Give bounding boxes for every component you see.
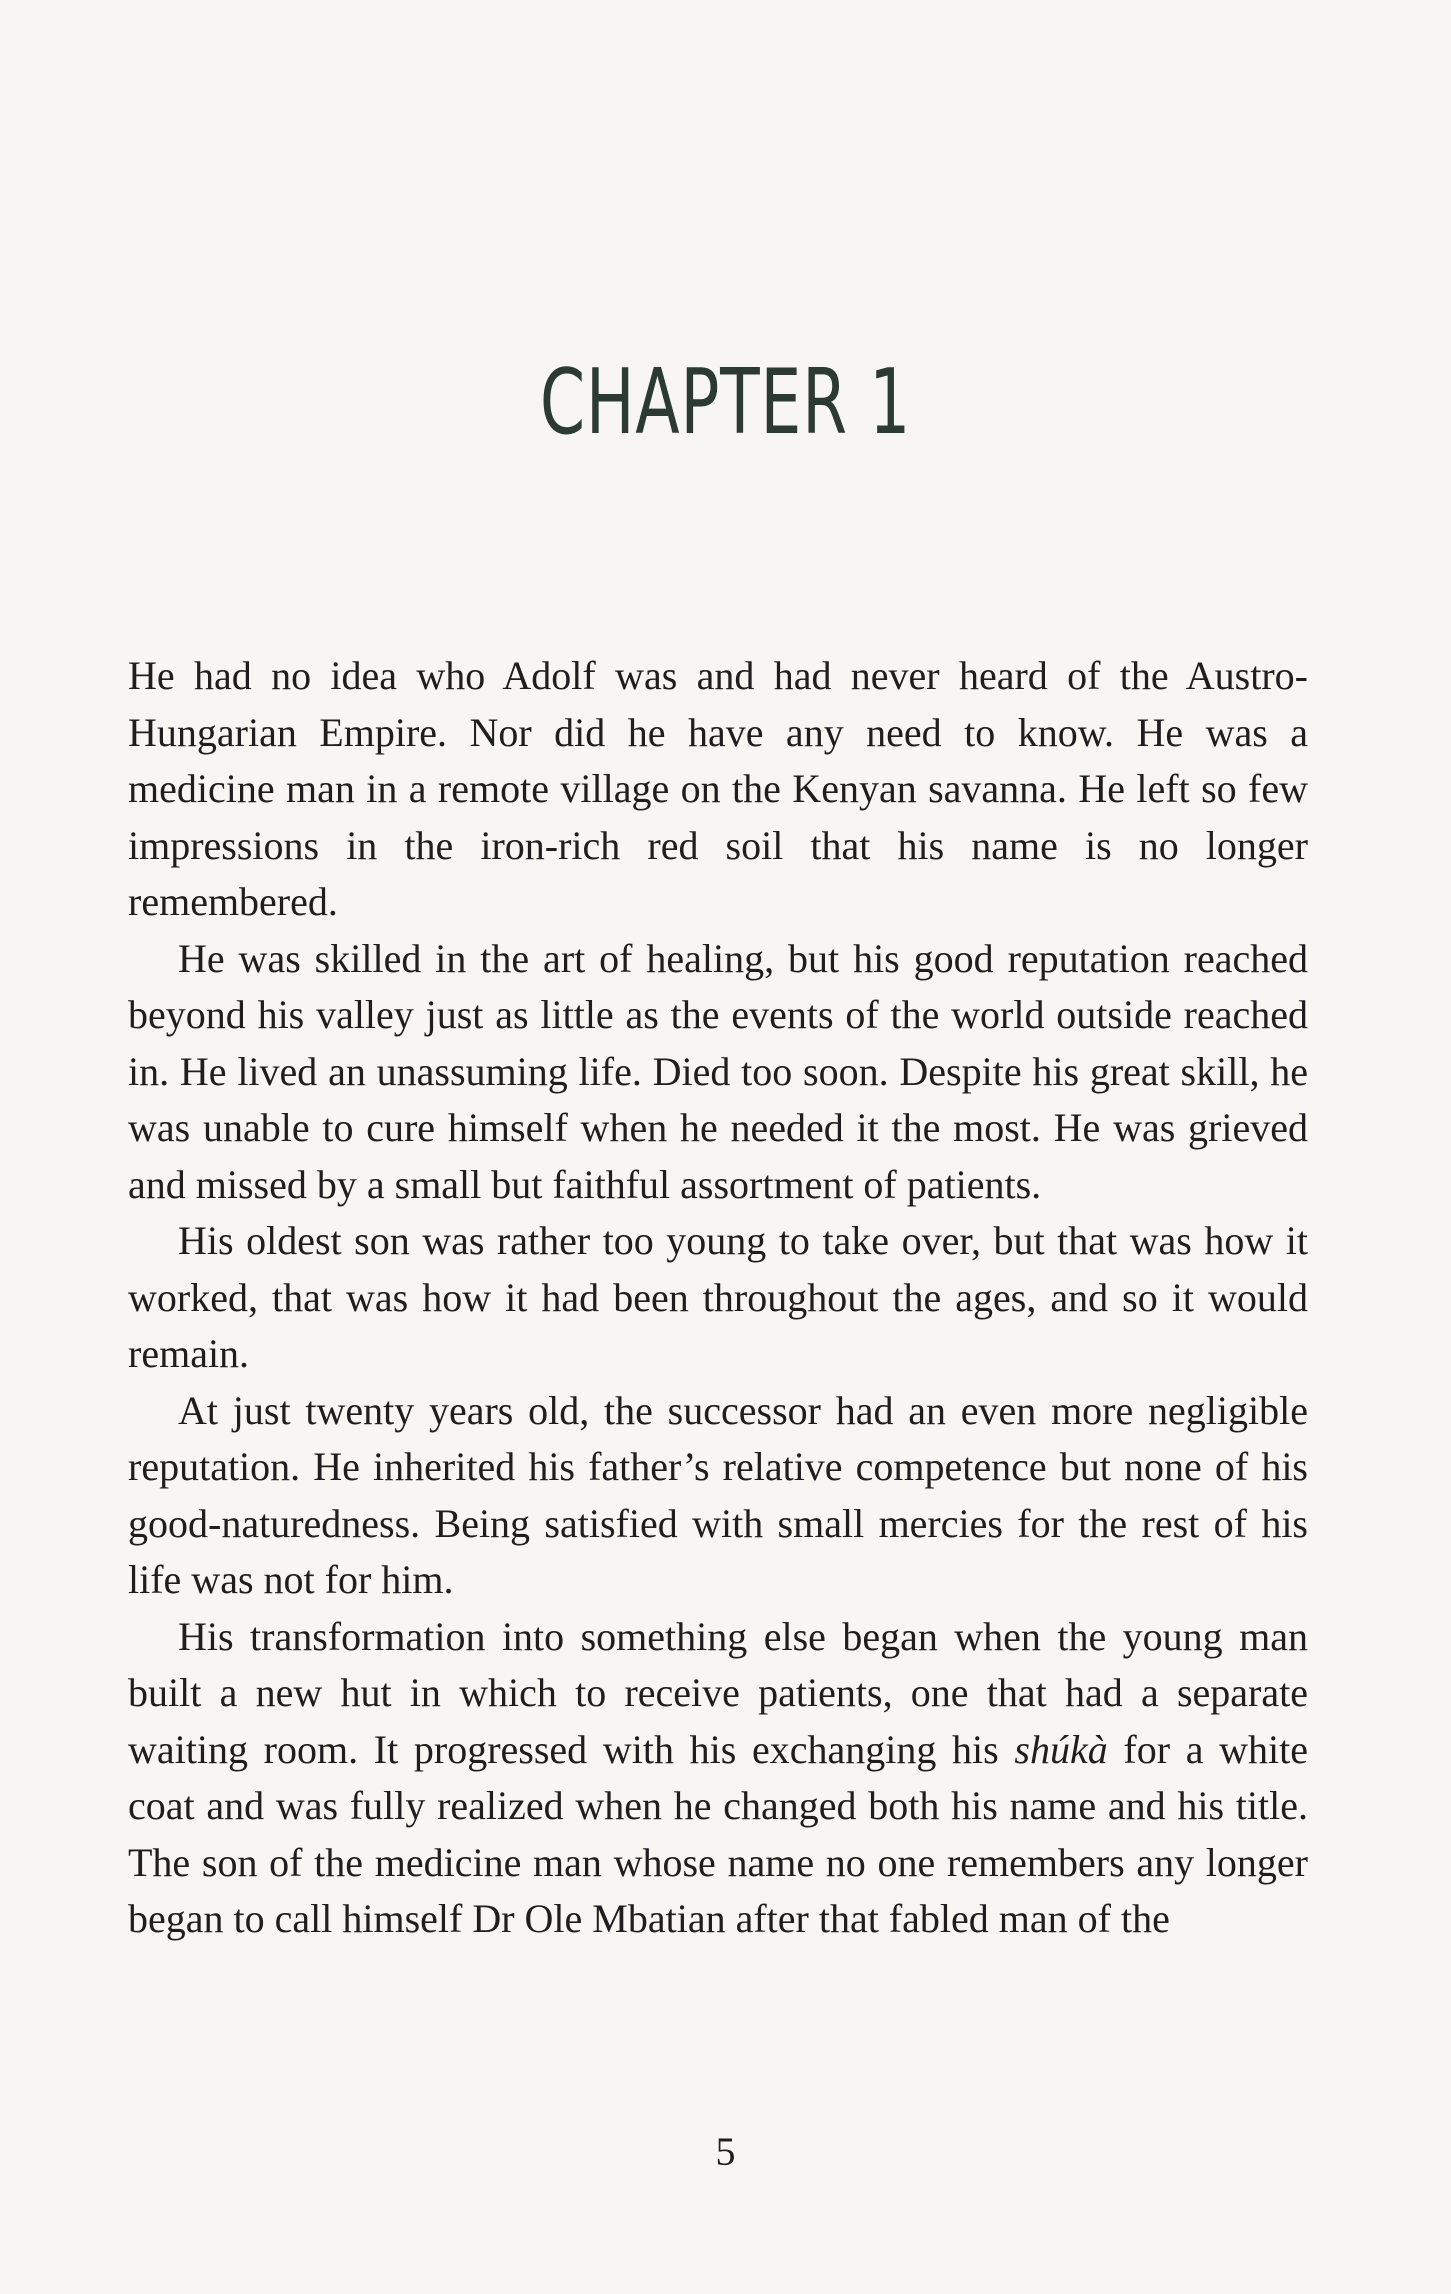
paragraph-1-text: He had no idea who Adolf was and had never heard of the Austro-Hungarian Empire. Nor did he have any need to know. He was a medicine man in a remote village on the Kenyan savanna. He left so few impressions in the iron-rich red soil that his name is no longer remembered.	[128, 653, 1308, 924]
page-number: 5	[715, 2129, 736, 2174]
paragraph-2	[128, 931, 1308, 1214]
chapter-title: CHAPTER 1	[539, 350, 912, 455]
paragraph-5-text-end: for a white coat and was fully realized when he changed both his name and his title. The son of the medicine man whose name no one remembers any longer began to call himself Dr Ole Mbatian after that fabled man of the	[128, 1726, 1308, 1941]
paragraph-5-text-start: His transformation into something else began when the young man built a new hut in which to receive patients, one that had a separate waiting room. It progressed with his exchanging his	[128, 1613, 1308, 1772]
paragraph-1	[128, 648, 1308, 931]
paragraph-5	[128, 1609, 1308, 1948]
chapter-body	[128, 648, 1308, 1948]
paragraph-4	[128, 1383, 1308, 1609]
paragraph-3-text: His oldest son was rather too young to take over, but that was how it worked, that was how it had been throughout the ages, and so it would remain.	[128, 1218, 1308, 1376]
paragraph-2-text: He was skilled in the art of healing, but his good reputation reached beyond his valley just as little as the events of the world outside reached in. He lived an unassuming life. Died too soon. Despite his great skill, he was unable to cure himself when he needed it the most. He was grieved and missed by a small but faithful assortment of patients.	[128, 935, 1308, 1207]
italic-word-shuka: shúkà	[1014, 1726, 1108, 1772]
paragraph-3	[128, 1213, 1308, 1383]
paragraph-4-text: At just twenty years old, the successor had an even more negligible reputation. He inherited his father’s relative competence but none of his good-naturedness. Being satisfied with small mercies for the rest of his life was not for him.	[128, 1387, 1308, 1602]
